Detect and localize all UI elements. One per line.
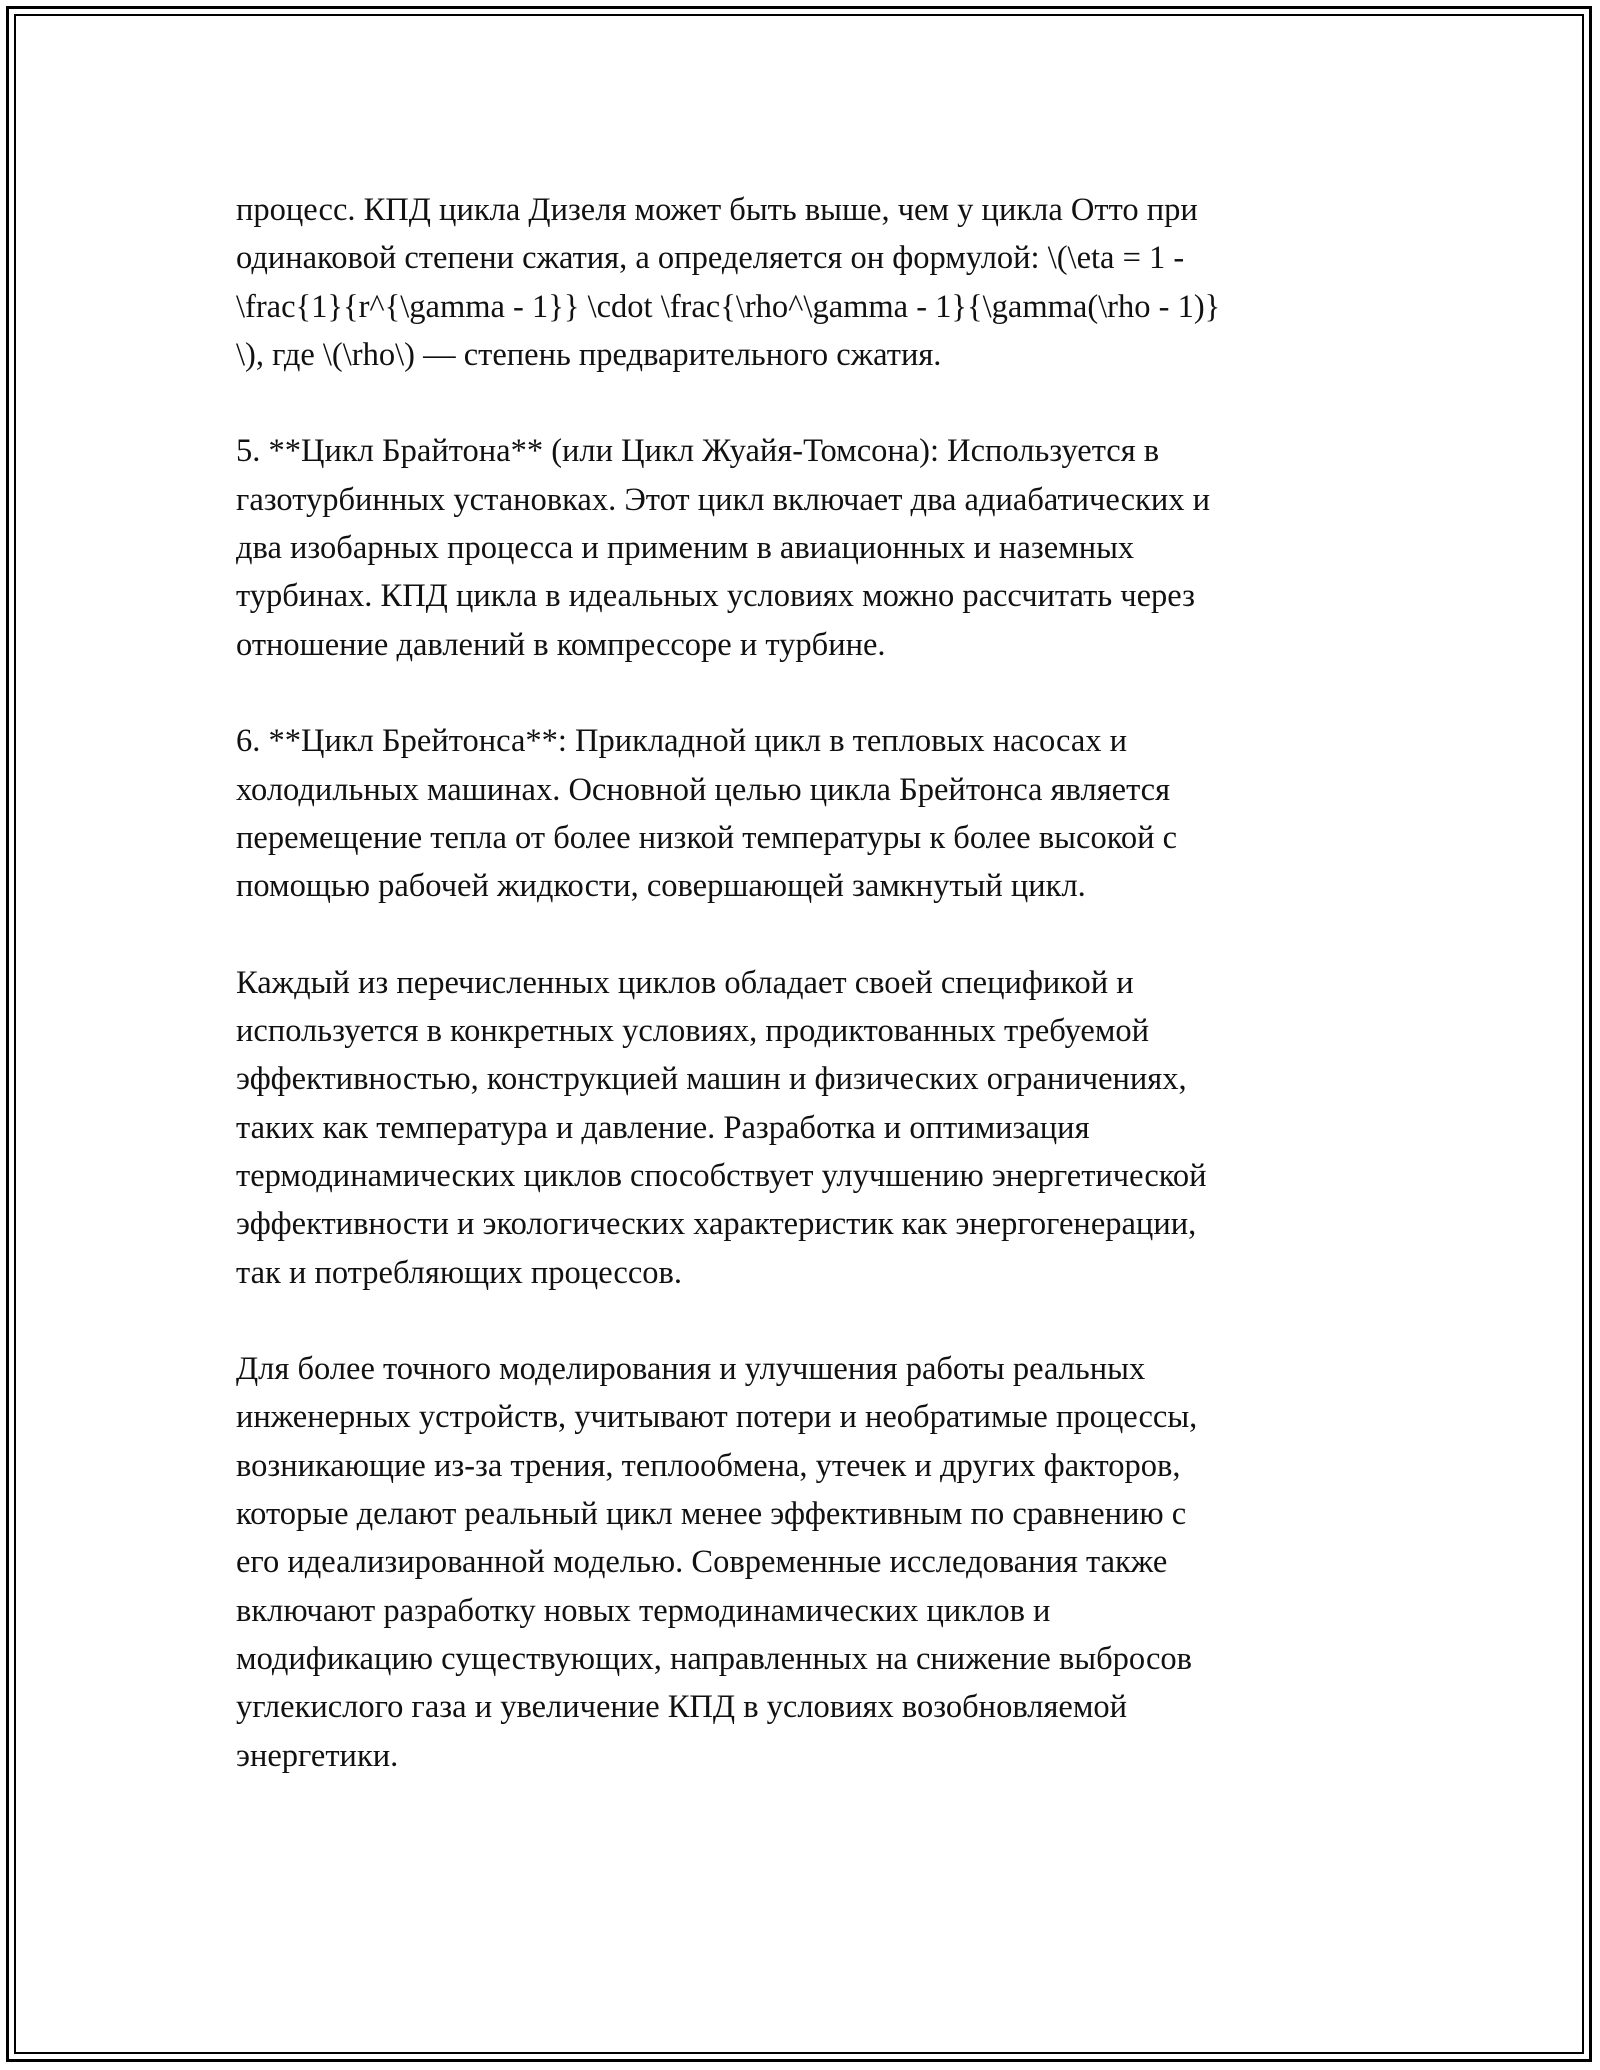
text-line: 5. **Цикл Брайтона** (или Цикл Жуайя-Томсона): Используется в [236,433,1160,470]
text-line: Для более точного моделирования и улучшения работы реальных [236,1351,1146,1388]
paragraph-real-cycle-modeling [236,1345,1366,1780]
text-line: его идеализированной моделью. Современные исследования также [236,1544,1168,1581]
paragraph-breytons-cycle [236,717,1366,910]
text-line: включают разработку новых термодинамических циклов и [236,1592,1051,1629]
text-line: турбинах. КПД цикла в идеальных условиях можно рассчитать через [236,578,1195,615]
text-line: используется в конкретных условиях, продиктованных требуемой [236,1013,1150,1050]
text-line: так и потребляющих процессов. [236,1254,683,1291]
text-line: 6. **Цикл Брейтонса**: Прикладной цикл в тепловых насосах и [236,723,1128,760]
text-line: модификацию существующих, направленных на снижение выбросов [236,1640,1192,1677]
document-body [236,186,1366,1828]
text-line: отношение давлений в компрессоре и турбине. [236,626,886,663]
text-line: холодильных машинах. Основной целью цикла Брейтонса является [236,771,1171,808]
text-line: одинаковой степени сжатия, а определяется он формулой: \(\eta = 1 - [236,240,1185,277]
text-line: Каждый из перечисленных циклов обладает своей спецификой и [236,964,1134,1001]
paragraph-cycles-summary [236,959,1366,1297]
paragraph-diesel-efficiency [236,186,1366,379]
text-line: \frac{1}{r^{\gamma - 1}} \cdot \frac{\rho^\gamma - 1}{\gamma(\rho - 1)} [236,288,1221,325]
text-line: \), где \(\rho\) — степень предварительного сжатия. [236,336,942,373]
text-line: таких как температура и давление. Разработка и оптимизация [236,1109,1090,1146]
text-line: которые делают реальный цикл менее эффективным по сравнению с [236,1496,1187,1533]
text-line: термодинамических циклов способствует улучшению энергетической [236,1157,1207,1194]
text-line: эффективностью, конструкцией машин и физических ограничениях, [236,1061,1187,1098]
text-line: процесс. КПД цикла Дизеля может быть выше, чем у цикла Отто при [236,192,1198,228]
text-line: энергетики. [236,1737,399,1774]
text-line: газотурбинных установках. Этот цикл включает два адиабатических и [236,481,1211,518]
paragraph-brayton-cycle [236,427,1366,668]
text-line: углекислого газа и увеличение КПД в условиях возобновляемой [236,1689,1128,1726]
text-line: возникающие из-за трения, теплообмена, утечек и других факторов, [236,1447,1181,1484]
text-line: два изобарных процесса и применим в авиационных и наземных [236,530,1135,567]
text-line: помощью рабочей жидкости, совершающей замкнутый цикл. [236,868,1086,905]
text-line: эффективности и экологических характеристик как энергогенерации, [236,1206,1197,1243]
text-line: инженерных устройств, учитывают потери и необратимые процессы, [236,1399,1198,1436]
text-line: перемещение тепла от более низкой температуры к более высокой с [236,819,1178,856]
